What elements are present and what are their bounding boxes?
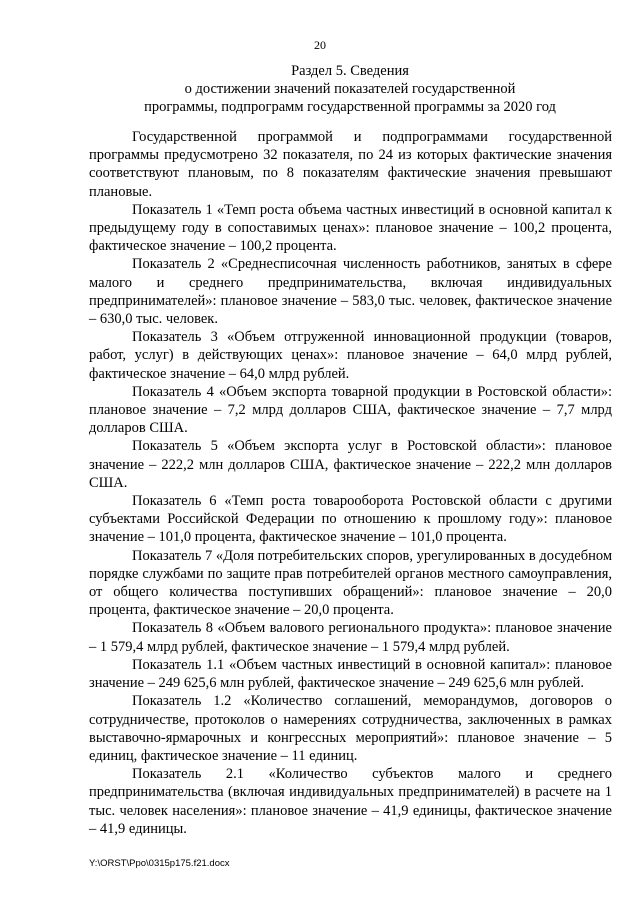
indicator-3-paragraph: Показатель 3 «Объем отгруженной инновационной продукции (товаров, работ, услуг) в действующих ценах»: плановое значение – 64,0 млрд рублей, фактическое значение – 64,0 млрд рублей.: [89, 329, 612, 382]
heading-line-3: программы, подпрограмм государственной программы за 2020 год: [144, 99, 556, 115]
indicator-1-2-paragraph: Показатель 1.2 «Количество соглашений, меморандумов, договоров о сотрудничестве, протоколов о намерениях сотрудничества, заключенных в рамках выставочно-ярмарочных и конгрессных мероприятий»: плановое значение – 5 единиц, фактическое значение – 11 единиц.: [89, 693, 612, 764]
intro-paragraph: Государственной программой и подпрограммами государственной программы предусмотрено 32 показателя, по 24 из которых фактические значения соответствуют плановым, по 8 показателям фактические значения превышают плановые.: [89, 129, 612, 200]
indicator-5-paragraph: Показатель 5 «Объем экспорта услуг в Ростовской области»: плановое значение – 222,2 млн долларов США, фактическое значение – 222,2 млн долларов США.: [89, 438, 612, 491]
heading-line-1: Раздел 5. Сведения: [291, 63, 409, 79]
page-number: 20: [314, 38, 326, 52]
heading-line-2: о достижении значений показателей государственной: [184, 81, 516, 97]
indicator-1-paragraph: Показатель 1 «Темп роста объема частных инвестиций в основной капитал к предыдущему году в сопоставимых ценах»: плановое значение – 100,2 процента, фактическое значение – 100,2 процента.: [89, 201, 612, 255]
section-heading: [60, 62, 640, 116]
indicator-1-1-paragraph: Показатель 1.1 «Объем частных инвестиций в основной капитал»: плановое значение – 249 625,6 млн рублей, фактическое значение – 249 625,6 млн рублей.: [89, 656, 612, 692]
indicator-4-paragraph: Показатель 4 «Объем экспорта товарной продукции в Ростовской области»: плановое значение – 7,2 млрд долларов США, фактическое значение – 7,7 млрд долларов США.: [89, 383, 612, 437]
indicator-8-paragraph: Показатель 8 «Объем валового регионального продукта»: плановое значение – 1 579,4 млрд рублей, фактическое значение – 1 579,4 млрд рублей.: [89, 620, 612, 655]
body-text: [89, 128, 612, 838]
indicator-6-paragraph: Показатель 6 «Темп роста товарооборота Ростовской области с другими субъектами Российской Федерации по отношению к прошлому году»: плановое значение – 101,0 процента, фактическое значение – 101,0 процента.: [89, 493, 612, 546]
indicator-2-1-paragraph: Показатель 2.1 «Количество субъектов малого и среднего предпринимательства (включая индивидуальных предпринимателей) в расчете на 1 тыс. человек населения»: плановое значение – 41,9 единицы, фактическое значение – 41,9 единицы.: [89, 766, 612, 837]
indicator-7-paragraph: Показатель 7 «Доля потребительских споров, урегулированных в досудебном порядке службами по защите прав потребителей органов местного самоуправления, от общего количества поступивших обращений»: плановое значение – 20,0 процента, фактическое значение – 20,0 процента.: [89, 547, 612, 619]
footer-file-path: Y:\ORST\Ppo\0315p175.f21.docx: [89, 858, 230, 869]
indicator-2-paragraph: Показатель 2 «Среднесписочная численность работников, занятых в сфере малого и среднего предпринимательства, включая индивидуальных предпринимателей»: плановое значение – 583,0 тыс. человек, фактическое значение – 630,0 тыс. человек.: [89, 256, 612, 328]
